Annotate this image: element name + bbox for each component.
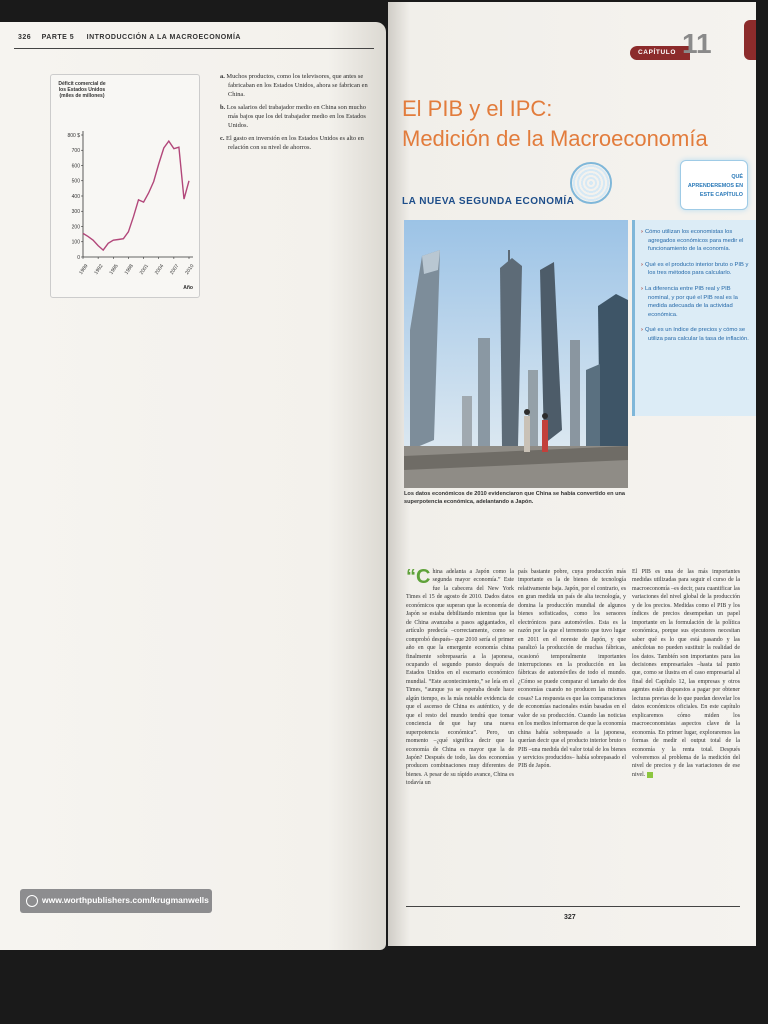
header-rule <box>14 48 374 49</box>
chapter-edge-tab <box>744 20 756 60</box>
list-item: b. Los salarios del trabajador medio en China son mucho más bajos que los del trabajador medio en los Estados Unidos. <box>220 104 366 129</box>
chart-canvas <box>51 75 199 297</box>
chart-title: Déficit comercial de los Estados Unidos (miles de millones) <box>58 81 106 99</box>
x-tick-label: 1992 <box>93 263 105 276</box>
running-header <box>18 34 241 41</box>
globe-icon <box>26 895 38 907</box>
x-tick-label: 1995 <box>108 263 120 276</box>
x-tick-label: 1989 <box>78 263 90 276</box>
right-page <box>388 2 756 946</box>
section-label: PARTE 5 <box>41 34 75 41</box>
list-item: › Qué es un índice de precios y cómo se utiliza para calcular la tasa de inflación. <box>641 327 749 342</box>
section-title: LA NUEVA SEGUNDA ECONOMÍA <box>402 196 575 207</box>
web-link-text[interactable]: www.worthpublishers.com/krugmanwells <box>42 895 209 905</box>
list-item: › Qué es el producto interior bruto o PIB y los tres métodos para calcularlo. <box>641 261 749 277</box>
list-item: › Cómo utilizan los economistas los agregados económicos para medir el funcionamiento de la economía. <box>641 229 744 253</box>
chart-x-axis-label: Año <box>183 285 193 291</box>
y-tick-label: 500 <box>71 178 80 185</box>
x-tick-label: 1998 <box>123 263 135 276</box>
learn-heading: QUÉ APRENDEREMOS EN ESTE CAPÍTULO <box>687 174 743 198</box>
arrow-bullet-icon: › <box>641 229 643 235</box>
page-number-right: 327 <box>564 914 576 921</box>
learning-objectives-panel <box>632 220 756 416</box>
x-tick-label: 2007 <box>169 263 181 276</box>
list-item: c. El gasto en inversión en los Estados Unidos es alto en relación con su nivel de ahorros. <box>220 135 364 151</box>
globe-emblem-icon <box>570 162 612 204</box>
body-column-1 <box>406 568 514 788</box>
y-tick-label: 700 <box>71 148 80 155</box>
page-number-left: 326 <box>18 34 32 41</box>
chapter-title <box>402 94 708 154</box>
y-tick-label: 400 <box>71 193 80 200</box>
y-tick-label: 800 $ <box>67 132 80 139</box>
running-head-text: INTRODUCCIÓN A LA MACROECONOMÍA <box>86 34 241 41</box>
arrow-bullet-icon: › <box>641 261 643 268</box>
chapter-title-line2: Medición de la Macroeconomía <box>402 126 708 151</box>
arrow-bullet-icon: › <box>641 327 643 334</box>
learning-objectives-list <box>635 220 756 344</box>
left-page <box>0 22 386 950</box>
skyline-photo <box>404 220 628 488</box>
trade-deficit-chart <box>50 74 200 298</box>
footer-rule <box>406 906 740 907</box>
chapter-number: 11 <box>682 28 712 59</box>
arrow-bullet-icon: › <box>641 285 643 292</box>
x-tick-label: 2001 <box>138 263 151 276</box>
drop-cap: “C <box>406 566 431 588</box>
body-text: país bastante pobre, cuya producción más importante es la de bienes de tecnología relativamente baja. Japón, por el contrario, es en gran medida un país de alta tecnología, y domina la producción mundial de algunos bienes sofisticados, como los sensores electrónicos para automóviles. Esta es la razón por la que el terremoto que tuvo lugar en 2011 en el noreste de Japón, y que paralizó la producción de muchas fábricas, ocasionó temporalmente importantes interrupciones en la producción en las fábricas de automóviles de todo el mundo. ¿Cómo se puede comparar el tamaño de dos economías cuando no producen las mismas cosas? La respuesta es que las comparaciones de economías nacionales están basadas en el valor de su producción. Cuando las noticias en los medios informaron de que la economía china había sobrepasado a la japonesa, querían decir que el producto interior bruto o PIB –una medida del valor total de los bienes y servicios producidos– había sobrepasado el PIB de Japón. <box>518 569 626 770</box>
list-item: a. Muchos productos, como los televisores, que antes se fabricaban en los Estados Unidos, ahora se fabrican en China. <box>220 73 368 98</box>
y-tick-label: 0 <box>77 254 80 261</box>
exercise-list <box>220 72 370 156</box>
y-tick-label: 200 <box>71 224 80 231</box>
web-link-bar[interactable] <box>20 889 212 913</box>
deficit-series-line <box>83 141 189 250</box>
body-text: El PIB es una de las más importantes medidas utilizadas para seguir el curso de la macroeconomía –es decir, para cuantificar las variaciones del nivel global de la producción y de los precios. Medidas como el PIB y los índices de precios desempeñan un papel importante en la formulación de la política económica, porque sus ejecutores necesitan saber qué es lo que está pasando y las anécdotas no pueden sustituir la realidad de los datos. También son importantes para las decisiones empresariales –hasta tal punto que, como se ilustra en el caso empresarial al final del Capítulo 12, las empresas y otros agentes están dispuestos a pagar por obtener lecturas previas de lo que puedan desvelar los datos económicos oficiales. En este capítulo explicaremos cómo miden los macroeconomistas aspectos clave de la economía. En primer lugar, exploraremos las formas de medir el output total de la economía y la renta total. Después volveremos al problema de la medición del nivel de precios y de las variaciones de ese nivel. <box>632 569 740 778</box>
body-column-3 <box>632 568 740 779</box>
list-item: › La diferencia entre PIB real y PIB nominal, y por qué el PIB real es la medida adecuada de la actividad económica. <box>641 285 738 318</box>
chapter-tab <box>630 46 690 60</box>
x-tick-label: 2004 <box>153 263 166 276</box>
y-tick-label: 100 <box>71 239 80 246</box>
photo-caption: Los datos económicos de 2010 evidenciaron que China se había convertido en una superpotencia económica, adelantando a Japón. <box>404 491 626 505</box>
x-tick-label: 2010 <box>184 263 196 276</box>
body-text: hina adelanta a Japón como la segunda mayor economía.” Este fue la cabecera del New York Times el 15 de agosto de 2010. Dados datos económicos que superan que la economía de Japón se estaba debilitando mientras que la de China avanzaba a pasos agigantados, el artículo predecía –correctamente, como se comprobó después– que 2010 sería el primer año en que la emergente economía china finalmente sobrepasaría a la japonesa, ocupando el segundo puesto después de Estados Unidos en el escenario económico mundial. “Este acontecimiento,” se leía en el Times, “aunque ya se esperaba desde hace algún tiempo, es la más notable evidencia de que el ascenso de China es auténtico, y de que el resto del mundo tendrá que tomar conciencia de que hay una nueva superpotencia económica”. Pero, un momento –¿qué significa decir que la economía de China es mayor que la de Japón? Después de todo, las dos economías producen combinaciones muy diferentes de bienes. A pesar de su rápido avance, China es todavía un <box>406 569 514 787</box>
learn-heading-bubble <box>680 160 748 210</box>
chapter-title-line1: El PIB y el IPC: <box>402 96 553 121</box>
body-column-2 <box>518 568 626 771</box>
chapter-label: CAPÍTULO <box>638 49 677 56</box>
y-tick-label: 300 <box>71 209 80 216</box>
end-mark-icon <box>647 772 653 778</box>
y-tick-label: 600 <box>71 163 80 170</box>
